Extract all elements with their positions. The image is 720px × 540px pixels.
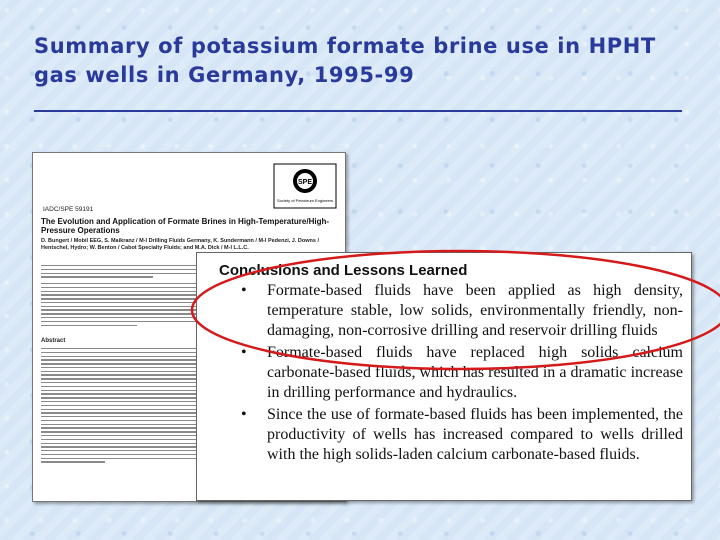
bullet-icon: • xyxy=(241,406,247,423)
title-divider xyxy=(34,110,682,112)
list-item xyxy=(217,281,683,341)
abstract-text-block xyxy=(41,348,201,465)
paper-authors: D. Bungert / Mobil EEG, S. Maikranz / M-I Drilling Fluids Germany, K. Sundermann / M-I Pedenzi, J. Downs / Hentschel, Hydro; W. Benton / Cabot Specialty Fluids; and M.A. Dick / M-I L.L.C. xyxy=(41,238,319,251)
conclusions-box xyxy=(196,252,692,501)
spe-logo xyxy=(273,163,337,209)
abstract-heading: Abstract xyxy=(41,338,66,344)
bullet-icon: • xyxy=(241,344,247,361)
bullet-icon: • xyxy=(241,282,247,299)
list-item xyxy=(217,405,683,465)
conclusions-list xyxy=(217,281,683,467)
list-item xyxy=(217,343,683,403)
conclusions-heading: Conclusions and Lessons Learned xyxy=(219,262,468,279)
bullet-text: Since the use of formate-based fluids has been implemented, the productivity of wells has increased compared to wells drilled with the high solids-laden calcium carbonate-based fluids. xyxy=(267,406,683,463)
spe-logo-mark: SPE xyxy=(297,179,313,186)
bullet-text: Formate-based fluids have been applied as high density, temperature stable, low solids, environmentally friendly, non-damaging, non-corrosive drilling and reservoir drilling fluids xyxy=(267,282,683,339)
paper-number: IADC/SPE 59191 xyxy=(43,206,94,213)
slide-title: Summary of potassium formate brine use in HPHT gas wells in Germany, 1995-99 xyxy=(34,34,656,87)
spe-logo-text: Society of Petroleum Engineers xyxy=(276,198,334,203)
bullet-text: Formate-based fluids have replaced high solids calcium carbonate-based fluids, which has resulted in a dramatic increase in drilling performance and hydraulics. xyxy=(267,344,683,401)
copyright-text-block xyxy=(41,265,201,280)
intro-text-block xyxy=(41,283,201,328)
paper-title: The Evolution and Application of Formate Brines in High-Temperature/High-Pressure Operations xyxy=(41,217,330,235)
